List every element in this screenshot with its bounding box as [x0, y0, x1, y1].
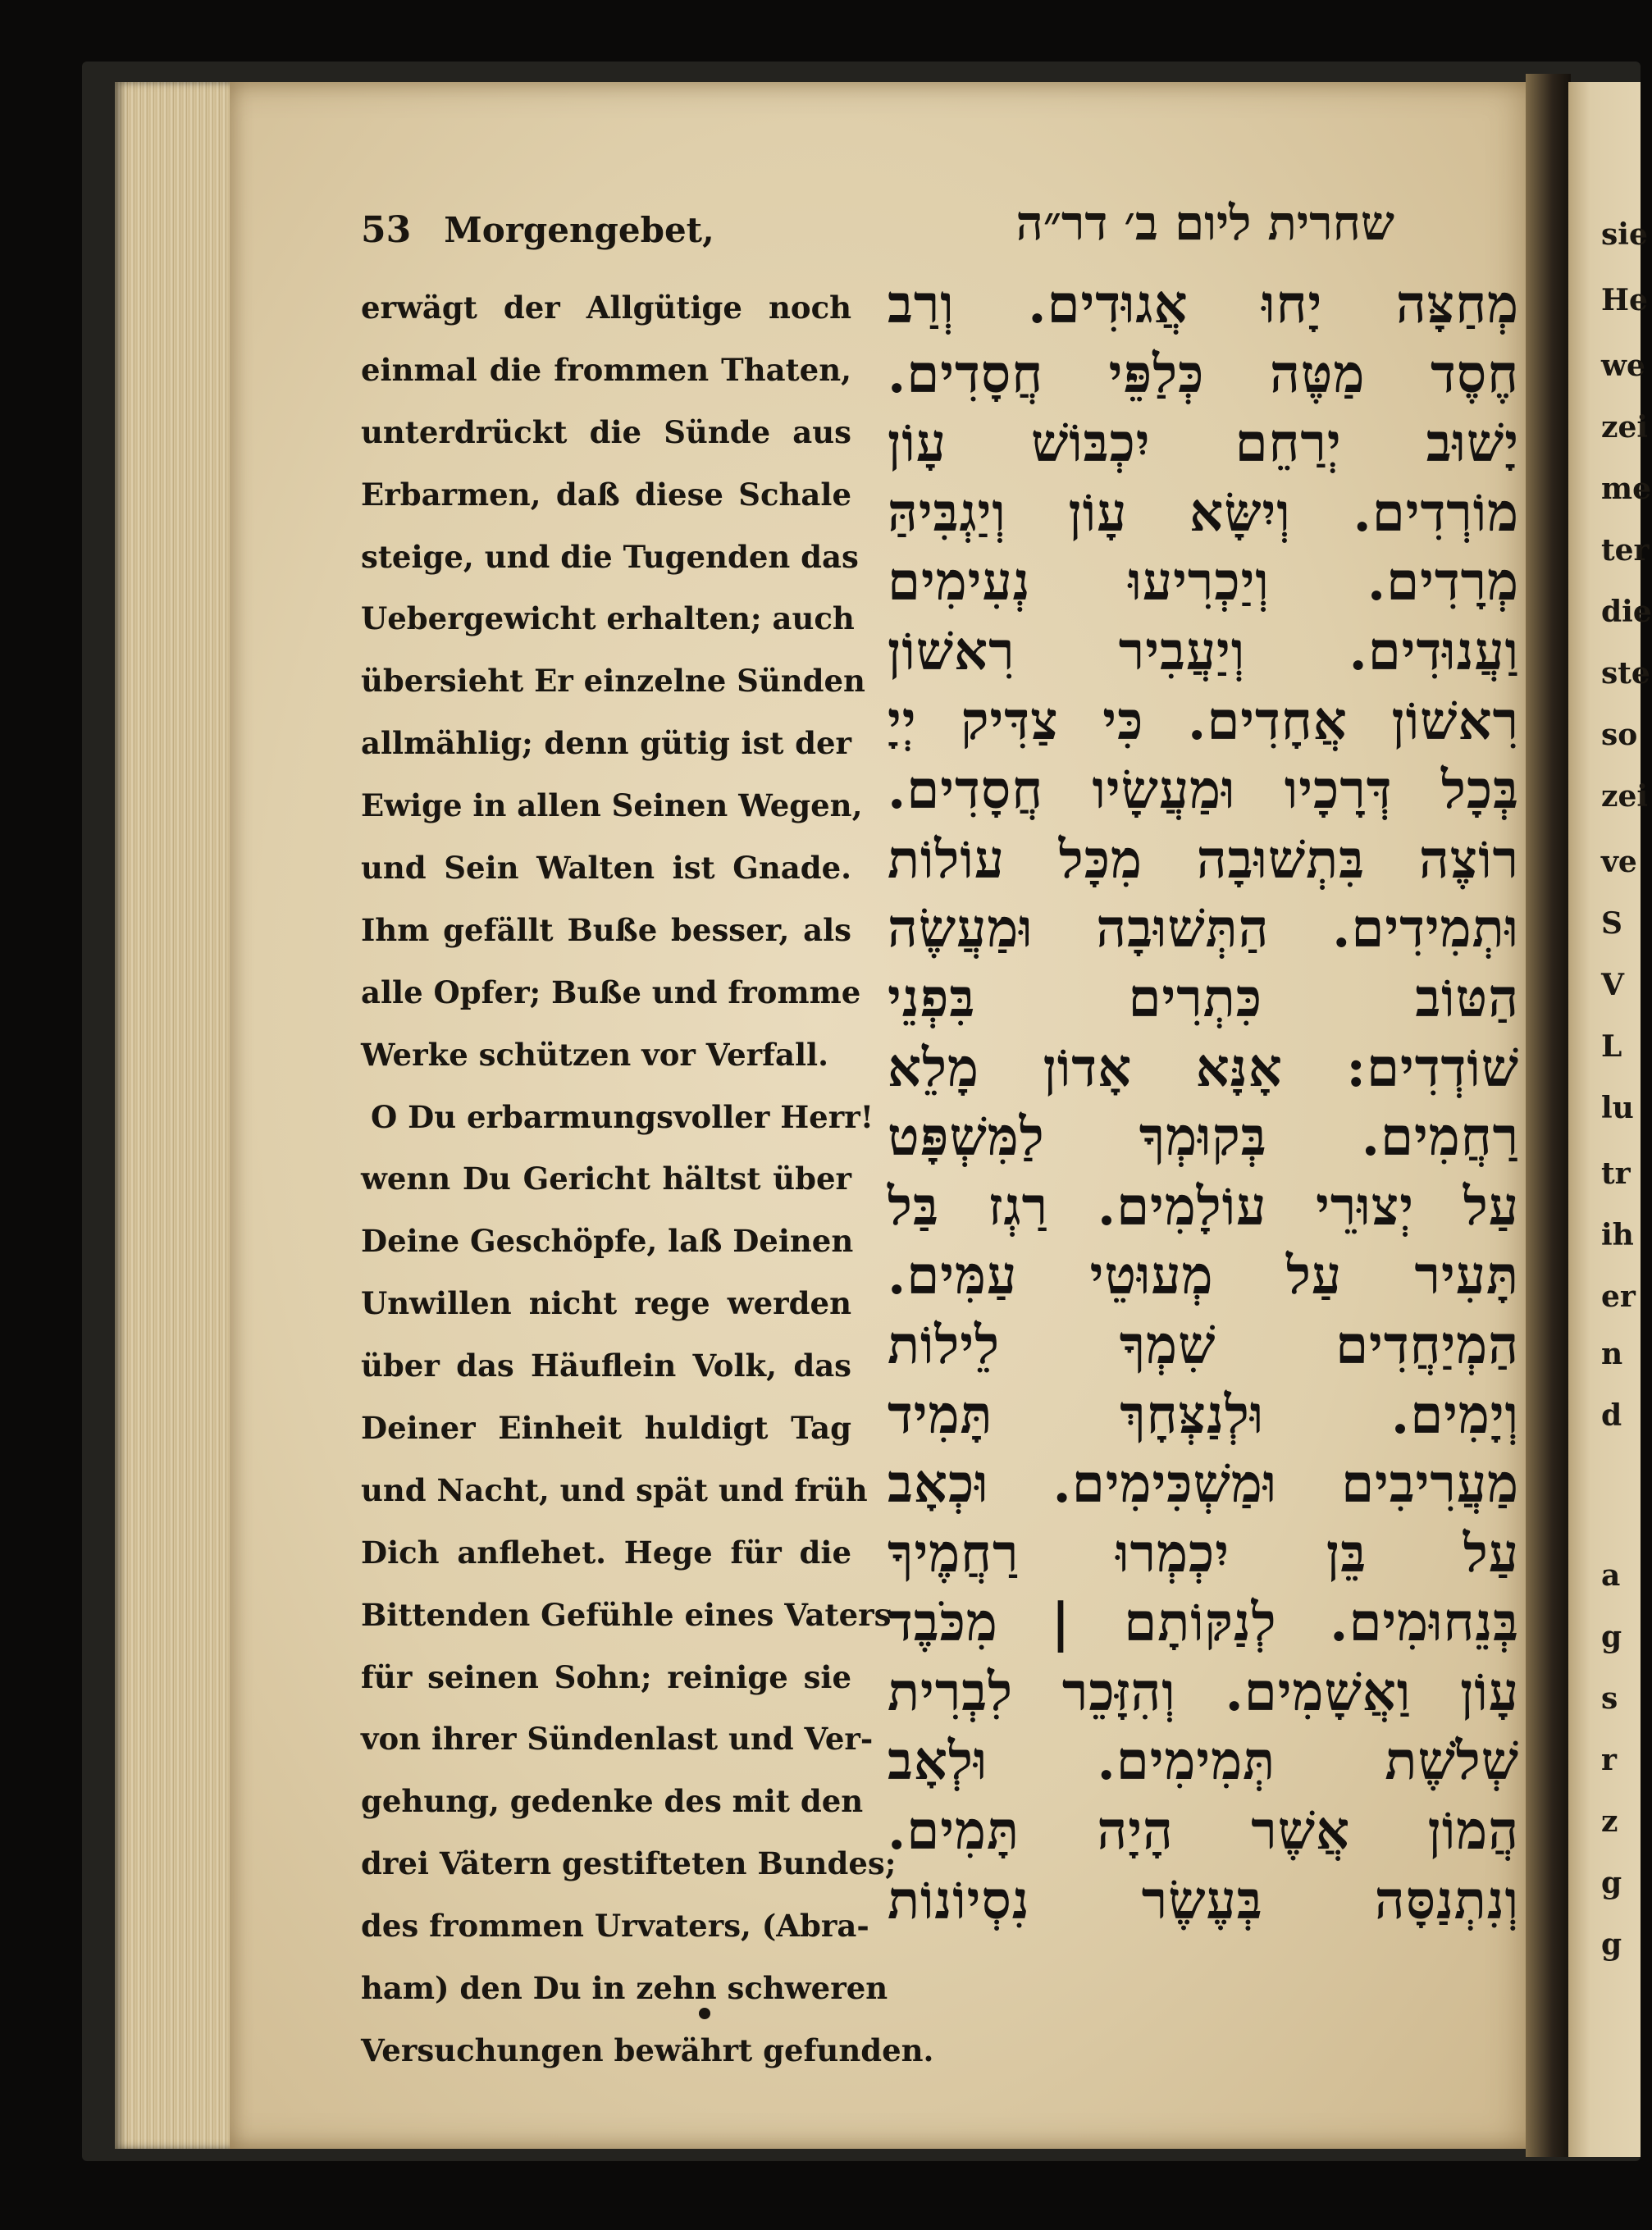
german-text-line: Deine Geschöpfe, laß Deinen: [361, 1223, 854, 1260]
german-text-line: für seinen Sohn; reinige sie: [361, 1658, 851, 1695]
next-page-text-fragment: r: [1601, 1743, 1617, 1777]
next-page-text-fragment: L: [1601, 1029, 1622, 1064]
german-text-line: des frommen Urvaters, (Abra-: [361, 1908, 869, 1945]
hebrew-text-line: הַמְיַחֲדִים שִׁמְךָ לֵילוֹת: [888, 1314, 1519, 1376]
german-text-line: Werke schützen vor Verfall.: [361, 1036, 828, 1073]
next-page-text-fragment: V: [1601, 968, 1624, 1002]
german-text-line: Deiner Einheit huldigt Tag: [361, 1410, 851, 1447]
hebrew-text-line: הֲמוֹן אֲשֶׁר הָיָה תָּמִים.: [888, 1800, 1519, 1863]
german-text-line: und Nacht, und spät und früh: [361, 1471, 868, 1508]
next-page-text-fragment: ste: [1601, 656, 1650, 691]
next-page-text-fragment: S: [1601, 906, 1622, 941]
hebrew-text-line: עַל בֵּן יִכְמְרוּ רַחֲמֶיךָ: [888, 1522, 1519, 1585]
next-page-text-fragment: zei: [1601, 410, 1649, 445]
next-page-text-fragment: n: [1601, 1337, 1623, 1371]
running-title-hebrew: שחרית ליום ב׳ דר״ה: [1015, 195, 1394, 251]
next-page-text-fragment: He: [1601, 283, 1648, 317]
german-text-line: steige, und die Tugenden das: [361, 538, 859, 575]
next-page-text-fragment: ve: [1601, 845, 1637, 879]
hebrew-text-line: וְיָמִים. וּלְנַצְּחָךְ תָּמִיד: [888, 1384, 1519, 1446]
next-page-text-fragment: sie: [1601, 217, 1648, 252]
next-page-text-fragment: g: [1601, 1620, 1622, 1654]
hebrew-text-line: וַעֲנוּדִים. וְיַעֲבִיר רִאשׁוֹן: [888, 620, 1519, 682]
running-title-german: Morgengebet,: [444, 209, 714, 250]
german-text-line: Uebergewicht erhalten; auch: [361, 600, 855, 637]
hebrew-text-line: רַחֲמִים. בְּקוּמְךָ לַמִּשְׁפָּט: [888, 1106, 1519, 1169]
next-page-text-fragment: er: [1601, 1279, 1636, 1314]
german-text-line: Dich anflehet. Hege für die: [361, 1534, 851, 1571]
next-page-text-fragment: so: [1601, 718, 1638, 752]
next-page-text-fragment: me: [1601, 472, 1651, 506]
next-page-text-fragment: ter: [1601, 533, 1650, 568]
hebrew-text-line: יָשׁוּב יְרַחֵם יִכְבּוֹשׁ עָוֹן: [888, 413, 1519, 475]
german-text-line: alle Opfer; Buße und fromme: [361, 974, 861, 1010]
german-text-line: einmal die frommen Thaten,: [361, 351, 851, 388]
hebrew-text-line: וְנִתְנַסָּה בְּעֶשֶׂר נִסְיוֹנוֹת: [888, 1869, 1519, 1931]
page-number: 53: [361, 208, 412, 251]
german-text-line: ham) den Du in zehn schweren: [361, 1970, 888, 2007]
hebrew-text-line: עָוֹן וַאֲשָׁמִים. וְהִזָּכֵר לִבְרִית: [888, 1661, 1519, 1723]
next-page-text-fragment: tr: [1601, 1156, 1631, 1191]
hebrew-text-line: חֶסֶד מַטֶּה כְּלַפֵּי חֲסָדִים.: [888, 343, 1519, 405]
hebrew-text-line: שְׁלֹשֶׁת תְּמִימִים. וּלְאָב: [888, 1731, 1519, 1793]
german-text-line: drei Vätern gestifteten Bundes;: [361, 1845, 897, 1882]
next-page-text-fragment: d: [1601, 1398, 1622, 1433]
german-text-line: und Sein Walten ist Gnade.: [361, 850, 851, 887]
hebrew-text-line: תָּעִיר עַל מְעוּטֵי עַמִּים.: [888, 1245, 1519, 1307]
german-text-line: Bittenden Gefühle eines Vaters: [361, 1596, 892, 1633]
next-page-text-fragment: lu: [1601, 1091, 1634, 1125]
german-text-line: Versuchungen bewährt gefunden.: [361, 2032, 934, 2068]
german-text-line: O Du erbarmungsvoller Herr!: [371, 1098, 874, 1135]
hebrew-text-line: עַל יְצוּרֵי עוֹלָמִים. רַגְז בַּל: [888, 1175, 1519, 1238]
german-text-line: Unwillen nicht rege werden: [361, 1285, 851, 1322]
hebrew-text-line: בְּכָל דְּרָכָיו וּמַעֲשָׂיו חֲסָדִים.: [888, 759, 1519, 822]
next-page-text-fragment: we: [1601, 349, 1645, 383]
hebrew-text-line: שׁוֹדְדִים: אָנָּא אָדוֹן מָלֵא: [888, 1037, 1519, 1099]
next-page-text-fragment: a: [1601, 1558, 1621, 1593]
next-page-text-fragment: g: [1601, 1866, 1622, 1900]
hebrew-text-line: רִאשׁוֹן אֲחָדִים. כִּי צַדִּיק יְיָ: [888, 690, 1519, 752]
hebrew-text-line: מְרָדִים. וְיַכְרִיעוּ נְעִימִים: [888, 551, 1519, 613]
german-text-line: Ewige in allen Seinen Wegen,: [361, 787, 863, 824]
book-gutter: [1526, 74, 1571, 2157]
page-header-german: [361, 201, 869, 258]
german-text-line: unterdrückt die Sünde aus: [361, 413, 851, 450]
german-translation-column: [361, 277, 934, 2082]
hebrew-text-line: הַטּוֹב כִּתְרִים בִּפְנֵי: [888, 967, 1519, 1029]
hebrew-text-line: מוֹרְדִים. וְיִשָּׂא עָוֹן וְיַגְבִּיהַּ: [888, 481, 1519, 544]
hebrew-text-line: וּתְמִידִים. הַתְּשׁוּבָה וּמַעֲשֶׂה: [888, 898, 1519, 960]
hebrew-text-line: מְחַצָּה יָחוּ אֲגוּדִים. וְרַב: [888, 274, 1519, 335]
german-text-line: von ihrer Sündenlast und Ver-: [361, 1721, 874, 1758]
next-page-text-fragment: die: [1601, 595, 1652, 629]
next-page-text-fragment: ih: [1601, 1218, 1634, 1252]
german-text-line: Erbarmen, daß diese Schale: [361, 476, 851, 513]
page-bullet: [699, 2008, 710, 2019]
german-text-line: wenn Du Gericht hältst über: [361, 1161, 851, 1197]
next-page-text-fragment: g: [1601, 1927, 1622, 1962]
german-text-line: allmählig; denn gütig ist der: [361, 725, 851, 762]
page-edges: [115, 82, 238, 2149]
hebrew-text-line: בְּנֵחוּמִים. לְנַקּוֹתָם | מִכֹּבֶד: [888, 1592, 1519, 1654]
hebrew-text-line: רוֹצֶה בִּתְשׁוּבָה מִכָּל עוֹלוֹת: [888, 828, 1519, 891]
german-text-line: erwägt der Allgütige noch: [361, 290, 851, 326]
german-text-line: übersieht Er einzelne Sünden: [361, 663, 865, 700]
next-page-text-fragment: s: [1601, 1681, 1618, 1716]
german-text-line: über das Häuflein Volk, das: [361, 1348, 851, 1384]
next-page-text-fragment: z: [1601, 1804, 1618, 1839]
hebrew-text-line: מַעֲרִיבִים וּמַשְׁכִּימִים. וּכְאָב: [888, 1453, 1519, 1516]
german-text-line: Ihm gefällt Buße besser, als: [361, 911, 851, 948]
next-page-text-fragment: zei: [1601, 779, 1649, 814]
next-page-edge: [1568, 82, 1652, 2157]
hebrew-prayer-column: [888, 271, 1519, 1936]
german-text-line: gehung, gedenke des mit den: [361, 1783, 864, 1820]
